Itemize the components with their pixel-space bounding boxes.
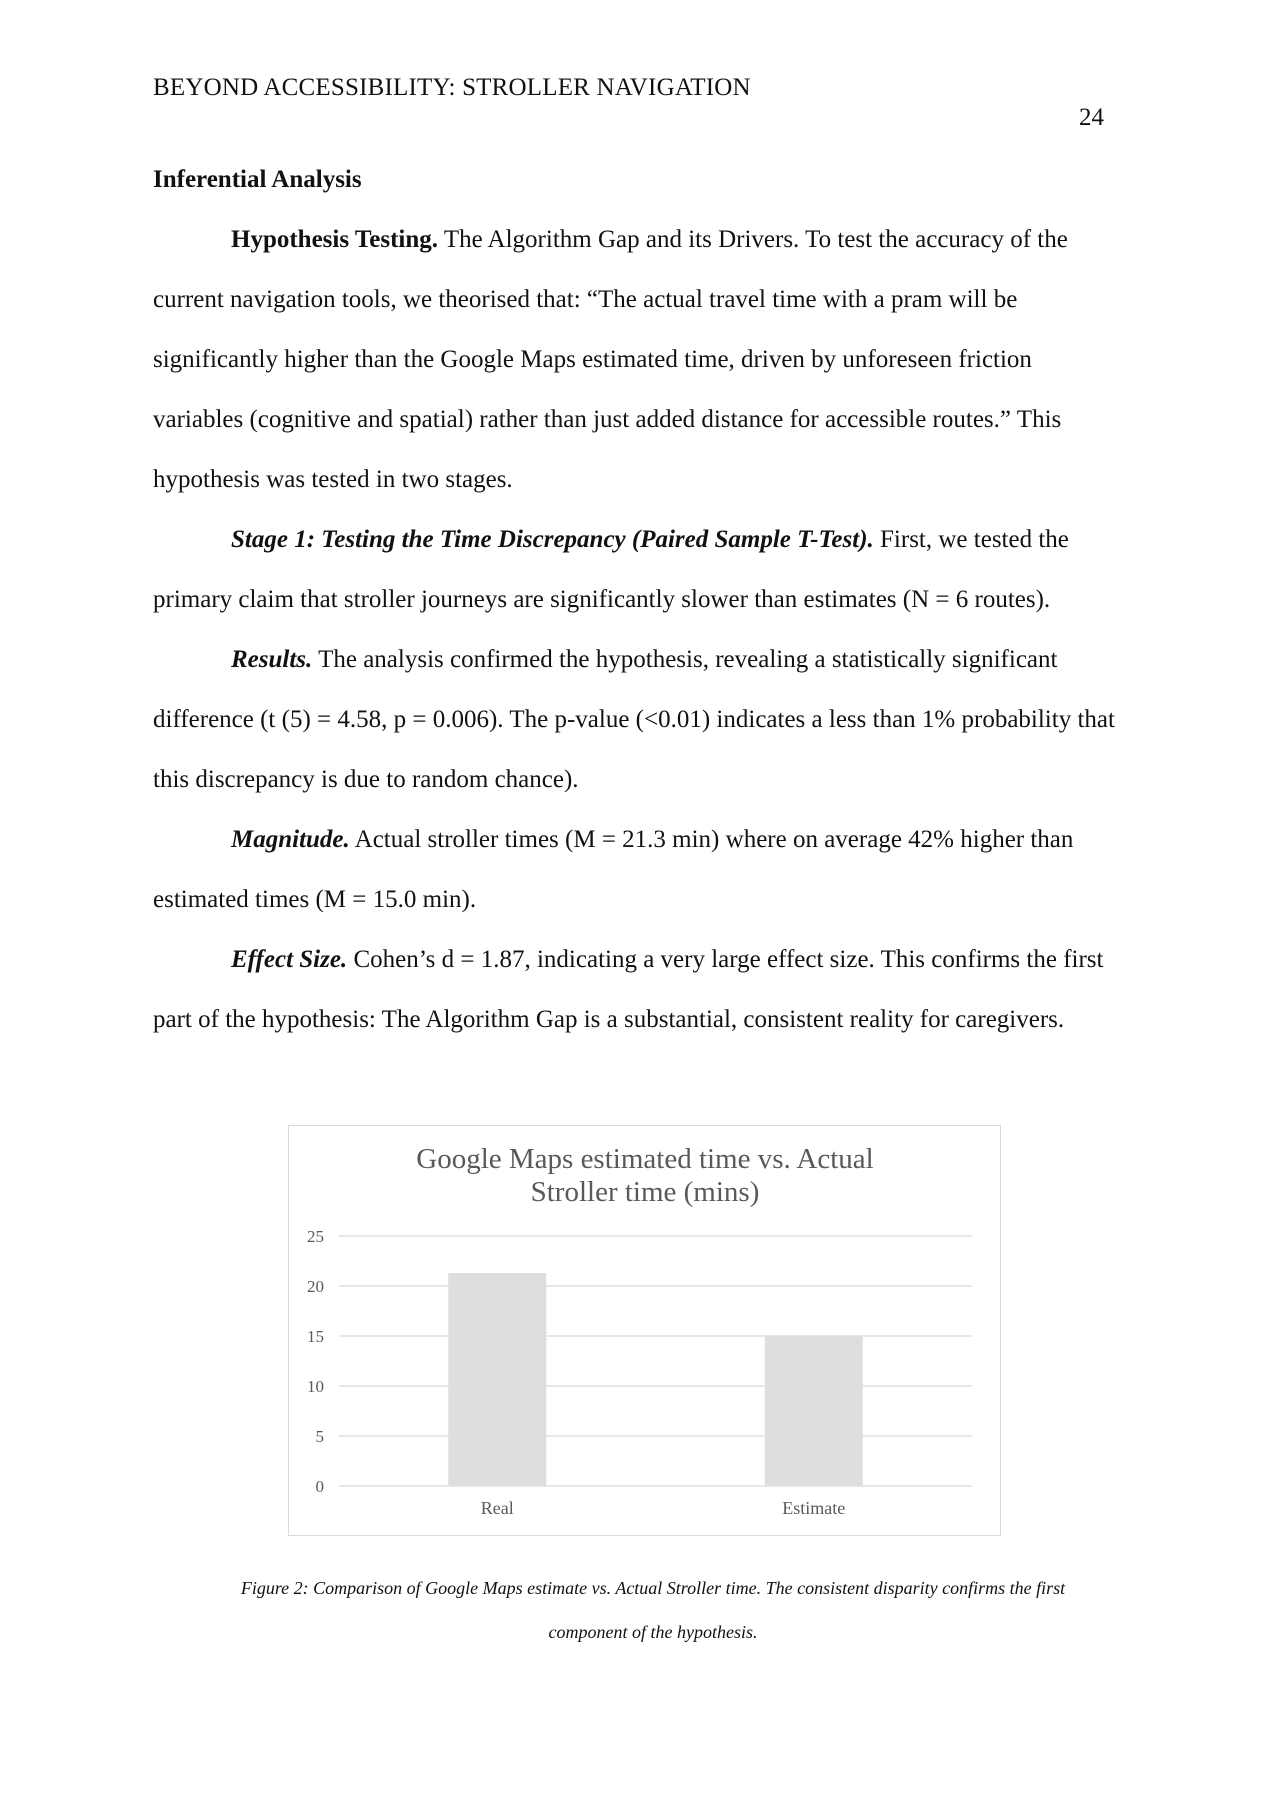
paragraph-stage-1	[153, 510, 1119, 630]
run-in-heading: Results.	[231, 646, 313, 673]
paragraph-magnitude	[153, 810, 1119, 930]
y-tick-label: 0	[315, 1477, 324, 1496]
section-heading: Inferential Analysis	[153, 166, 362, 193]
paragraph-text: First, we tested the primary claim that stroller journeys are significantly slower than estimates (N = 6 routes).	[153, 526, 1069, 613]
bar-chart	[288, 1125, 1001, 1536]
paragraph-hypothesis-testing	[153, 210, 1119, 510]
chart-title-line: Stroller time (mins)	[530, 1176, 760, 1208]
y-tick-label: 10	[307, 1377, 324, 1396]
run-in-heading: Magnitude.	[231, 826, 350, 853]
x-tick-label: Estimate	[782, 1498, 846, 1518]
caption-line-2: component of the hypothesis.	[548, 1622, 758, 1642]
bar-estimate	[765, 1336, 863, 1486]
chart-title-line: Google Maps estimated time vs. Actual	[416, 1143, 874, 1175]
y-tick-label: 15	[307, 1327, 324, 1346]
paragraph-text: The analysis confirmed the hypothesis, revealing a statistically significant difference (t (5) = 4.58, p = 0.006). The p-value (<0.01) indicates a less than 1% probability that this discrepancy is due to random chance).	[153, 646, 1115, 793]
y-tick-label: 20	[307, 1277, 324, 1296]
y-tick-label: 5	[315, 1427, 324, 1446]
run-in-heading: Stage 1: Testing the Time Discrepancy (Paired Sample T-Test).	[231, 526, 874, 553]
paragraph-text: Actual stroller times (M = 21.3 min) where on average 42% higher than estimated times (M = 15.0 min).	[153, 826, 1074, 913]
paragraph-text: Cohen’s d = 1.87, indicating a very large effect size. This confirms the first part of the hypothesis: The Algorithm Gap is a substantial, consistent reality for caregivers.	[153, 946, 1104, 1033]
x-tick-label: Real	[480, 1498, 514, 1518]
paragraph-text: The Algorithm Gap and its Drivers. To test the accuracy of the current navigation tools, we theorised that: “The actual travel time with a pram will be significantly higher than the Google Maps estimated time, driven by unforeseen friction variables (cognitive and spatial) rather than just added distance for accessible routes.” This hypothesis was tested in two stages.	[153, 226, 1068, 493]
paragraph-results	[153, 630, 1119, 810]
caption-line-1: Figure 2: Comparison of Google Maps estimate vs. Actual Stroller time. The consistent disparity confirms the first	[240, 1578, 1066, 1598]
running-head: BEYOND ACCESSIBILITY: STROLLER NAVIGATION	[153, 74, 751, 101]
page-number: 24	[1079, 104, 1104, 131]
run-in-heading: Effect Size.	[231, 946, 348, 973]
paragraph-effect-size	[153, 930, 1119, 1050]
figure-caption	[153, 1566, 1153, 1654]
run-in-heading: Hypothesis Testing.	[231, 226, 439, 253]
y-tick-label: 25	[307, 1227, 324, 1246]
body-text	[153, 210, 1119, 1050]
bar-real	[448, 1273, 546, 1486]
bar-chart-svg	[289, 1126, 1002, 1537]
